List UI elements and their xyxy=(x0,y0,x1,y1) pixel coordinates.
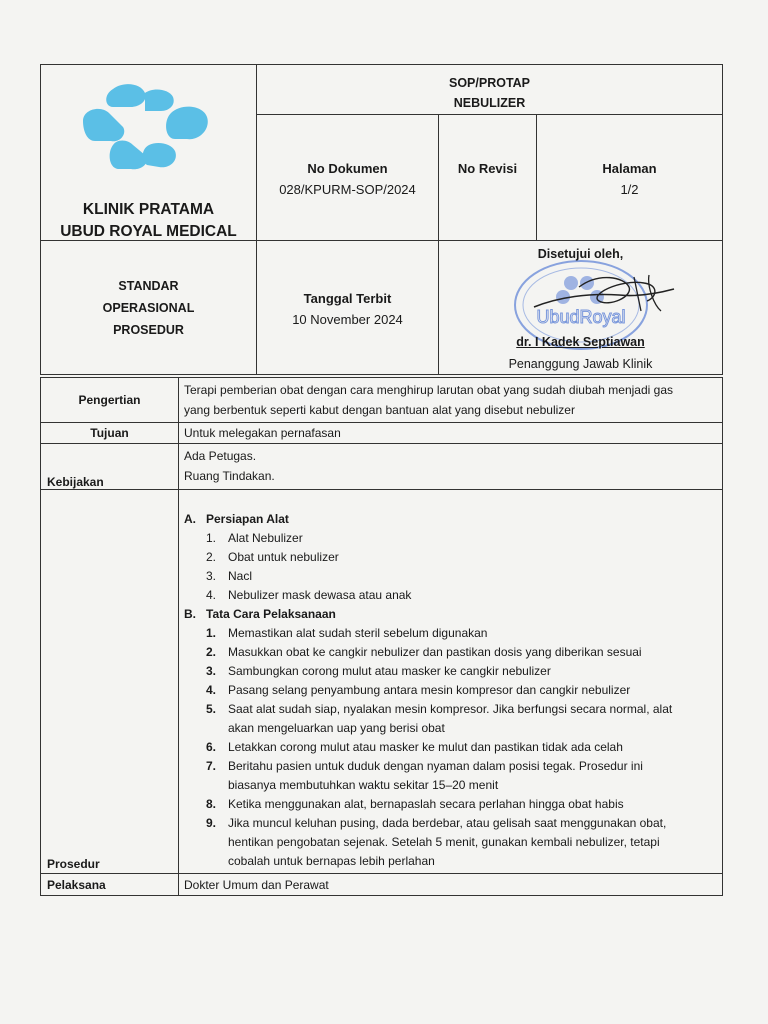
no-dokumen-value: 028/KPURM-SOP/2024 xyxy=(279,182,416,198)
list-item: 4. Pasang selang penyambung antara mesin kompresor dan cangkir nebulizer xyxy=(206,683,631,697)
list-item: 6. Letakkan corong mulut atau masker ke mulut dan pastikan tidak ada celah xyxy=(206,740,623,754)
list-item: 3. Sambungkan corong mulut atau masker ke cangkir nebulizer xyxy=(206,664,551,678)
approved-by-label: Disetujui oleh, xyxy=(537,247,624,261)
halaman-label: Halaman xyxy=(602,161,657,177)
alat-list xyxy=(184,529,717,605)
sop-document xyxy=(40,64,722,896)
row-kebijakan xyxy=(41,444,723,490)
pengertian-line1: Terapi pemberian obat dengan cara menghirup larutan obat yang sudah diubah menjadi gas xyxy=(184,383,674,397)
sop-body-table xyxy=(40,377,723,896)
list-item: 2. Masukkan obat ke cangkir nebulizer dan pastikan dosis yang diberikan sesuai xyxy=(206,645,642,659)
no-revisi-label: No Revisi xyxy=(457,161,518,177)
list-item: 5. Saat alat sudah siap, nyalakan mesin kompresor. Jika berfungsi secara normal, alat akan mengeluarkan uap yang berisi obat xyxy=(206,702,673,735)
no-revisi-cell xyxy=(439,115,537,241)
section-a-letter: A. xyxy=(184,512,196,526)
clinic-name-line2: UBUD ROYAL MEDICAL xyxy=(60,223,237,240)
tanggal-value: 10 November 2024 xyxy=(292,312,403,327)
prosedur-label: Prosedur xyxy=(41,490,179,874)
tanggal-cell xyxy=(257,241,439,375)
kebijakan-line2: Ruang Tindakan. xyxy=(184,469,275,483)
halaman-cell xyxy=(537,115,723,241)
section-b-heading xyxy=(184,605,717,624)
tanggal-label: Tanggal Terbit xyxy=(303,291,392,306)
std-line1: STANDAR xyxy=(118,279,179,293)
kebijakan-label: Kebijakan xyxy=(41,444,179,490)
list-item: 9. Jika muncul keluhan pusing, dada berdebar, atau gelisah saat menggunakan obat, hentikan pengobatan sejenak. Setelah 5 menit, gunakan kembali nebulizer, tetapi cobalah untuk bernapas lebih perlahan xyxy=(206,816,667,868)
kebijakan-line1: Ada Petugas. xyxy=(184,449,257,463)
list-item: 4. Nebulizer mask dewasa atau anak xyxy=(206,588,412,602)
clinic-logo-cell xyxy=(41,65,257,241)
clinic-cross-logo-icon xyxy=(79,83,215,171)
standar-cell xyxy=(41,241,257,375)
approver-role: Penanggung Jawab Klinik xyxy=(508,357,653,371)
std-line2: OPERASIONAL xyxy=(102,301,195,315)
no-revisi-value xyxy=(439,176,536,182)
row-prosedur xyxy=(41,490,723,874)
list-item: 1. Memastikan alat sudah steril sebelum digunakan xyxy=(206,626,488,640)
signature-icon xyxy=(529,267,679,327)
section-b-letter: B. xyxy=(184,607,196,621)
doc-title: NEBULIZER xyxy=(453,96,526,110)
list-item: 8. Ketika menggunakan alat, bernapaslah secara perlahan hingga obat habis xyxy=(206,797,624,811)
stamp-text: UbudRoyal xyxy=(536,307,626,327)
halaman-value: 1/2 xyxy=(620,182,639,198)
no-dokumen-cell xyxy=(257,115,439,241)
std-line3: PROSEDUR xyxy=(113,323,184,337)
langkah-list xyxy=(184,624,717,871)
tujuan-label: Tujuan xyxy=(41,423,179,444)
section-a-heading xyxy=(184,510,717,529)
prosedur-content xyxy=(179,490,723,874)
clinic-name-line1: KLINIK PRATAMA xyxy=(82,201,215,218)
list-item: 2. Obat untuk nebulizer xyxy=(206,550,339,564)
doc-type: SOP/PROTAP xyxy=(448,76,531,90)
doc-title-cell xyxy=(257,65,723,115)
row-pelaksana xyxy=(41,874,723,896)
approval-cell xyxy=(439,241,723,375)
pengertian-line2: yang berbentuk seperti kabut dengan bantuan alat yang disebut nebulizer xyxy=(184,403,575,417)
section-a-title: Persiapan Alat xyxy=(206,512,289,526)
pelaksana-label: Pelaksana xyxy=(41,874,179,896)
sop-header-table xyxy=(40,64,723,375)
pengertian-label: Pengertian xyxy=(41,378,179,423)
list-item: 1. Alat Nebulizer xyxy=(206,531,303,545)
tujuan-text: Untuk melegakan pernafasan xyxy=(179,423,723,444)
no-dokumen-label: No Dokumen xyxy=(307,161,388,177)
row-tujuan xyxy=(41,423,723,444)
approver-name: dr. I Kadek Septiawan xyxy=(516,335,645,349)
list-item: 7. Beritahu pasien untuk duduk dengan nyaman dalam posisi tegak. Prosedur ini biasanya membutuhkan waktu sekitar 15–20 menit xyxy=(206,759,643,792)
section-b-title: Tata Cara Pelaksanaan xyxy=(206,607,336,621)
list-item: 3. Nacl xyxy=(206,569,253,583)
row-pengertian xyxy=(41,378,723,423)
pelaksana-text: Dokter Umum dan Perawat xyxy=(179,874,723,896)
